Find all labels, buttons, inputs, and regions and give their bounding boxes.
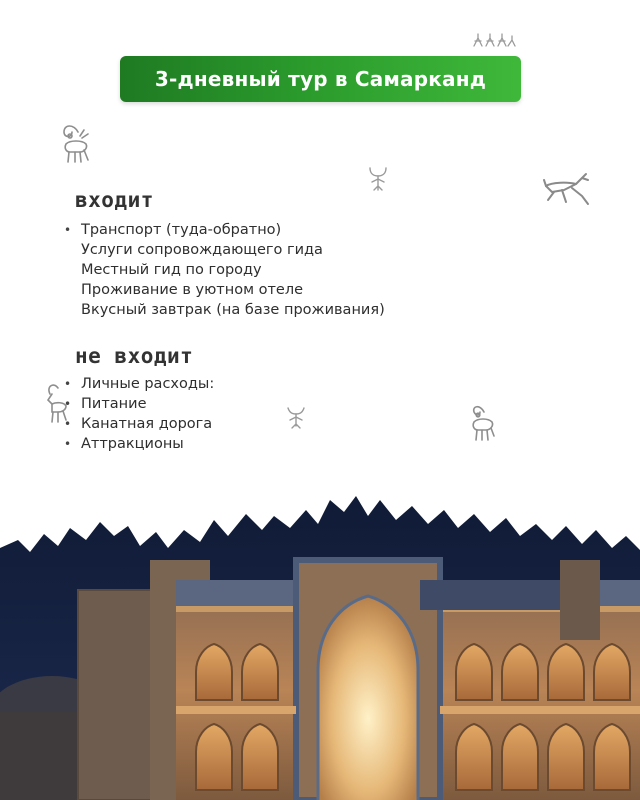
list-item: • Канатная дорога <box>64 416 213 432</box>
excluded-heading: не входит <box>75 344 194 368</box>
page-title: 3-дневный тур в Самарканд <box>154 67 487 91</box>
bullet: • <box>64 437 72 451</box>
bullet: • <box>64 397 72 411</box>
bullet: • <box>64 223 72 237</box>
list-item: • Аттракционы <box>64 436 184 452</box>
list-item: Вкусный завтрак (на базе проживания) <box>81 302 385 318</box>
bullet: • <box>64 417 72 431</box>
list-item: • Транспорт (туда-обратно) <box>64 222 282 238</box>
included-heading: входит <box>75 188 154 212</box>
list-item: Местный гид по городу <box>81 262 262 278</box>
list-item: • Личные расходы: <box>64 376 215 392</box>
bullet: • <box>64 377 72 391</box>
list-item: • Питание <box>64 396 147 412</box>
list-item: Проживание в уютном отеле <box>81 282 304 298</box>
list-item: Услуги сопровождающего гида <box>81 242 323 258</box>
